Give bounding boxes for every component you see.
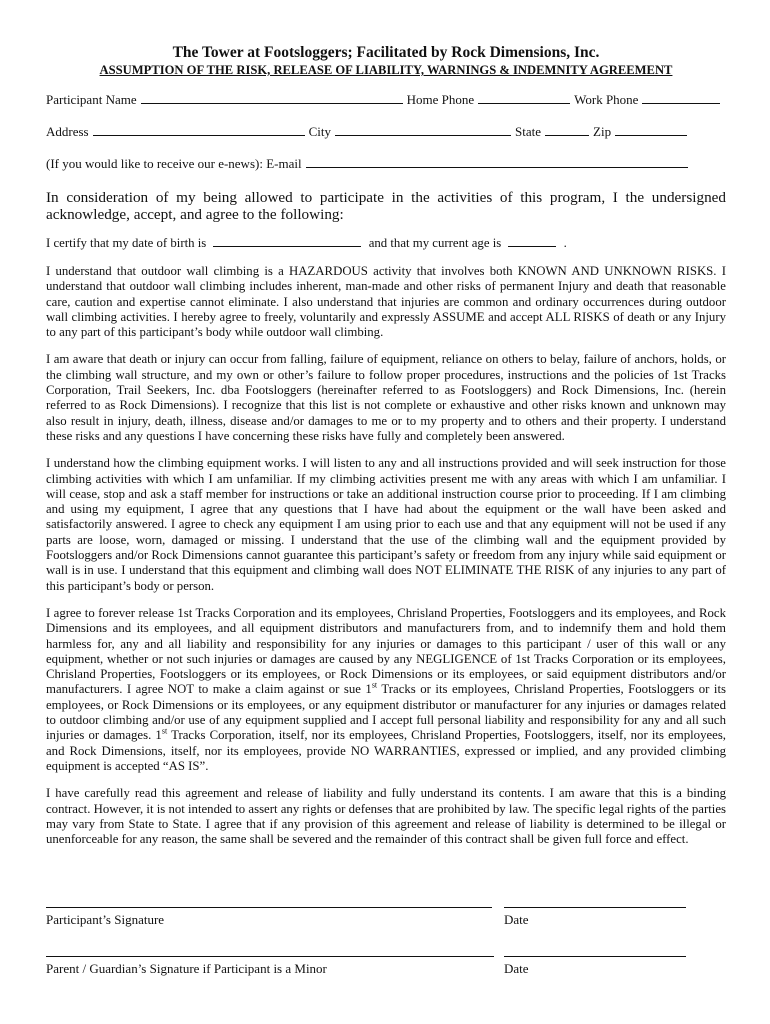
email-field[interactable] — [306, 156, 688, 168]
release-sup2: st — [161, 727, 168, 737]
email-row — [46, 156, 726, 172]
dob-label: I certify that my date of birth is — [46, 236, 207, 250]
home-phone-label: Home Phone — [406, 92, 475, 107]
participant-signature-line[interactable] — [46, 907, 492, 908]
date-line-1[interactable] — [504, 907, 686, 908]
address-field[interactable] — [93, 124, 305, 136]
dob-field[interactable] — [213, 235, 361, 247]
participant-name-field[interactable] — [141, 92, 403, 104]
email-label: (If you would like to receive our e-news): E-mail — [46, 156, 302, 171]
paragraph-awareness-of-risk: I am aware that death or injury can occur from falling, failure of equipment, reliance on others to belay, failure of anchors, holds, or the climbing wall structure, and my own or other’s failure to follow proper procedures, instructions and the policies of 1st Tracks Corporation, Trail Seekers, Inc. dba Footsloggers (hereinafter referred to as Footsloggers) and Rock Dimensions, Inc. (herein referred to as Rock Dimensions). I recognize that this list is not complete or exhaustive and other risks known and unknown may also result in injury, death, illness, disease and/or damages to me or to my property and to others and their property. I understand these risks and any questions I have concerning these risks have fully and completely been answered. — [46, 352, 726, 443]
home-phone-field[interactable] — [478, 92, 570, 104]
city-field[interactable] — [335, 124, 511, 136]
address-label: Address — [46, 124, 89, 139]
dob-row — [46, 235, 726, 251]
age-field[interactable] — [508, 235, 556, 247]
state-field[interactable] — [545, 124, 589, 136]
participant-signature-row — [46, 900, 726, 940]
date-label-1: Date — [504, 912, 529, 927]
guardian-signature-label: Parent / Guardian’s Signature if Participant is a Minor — [46, 961, 327, 976]
address-row — [46, 124, 726, 140]
city-label: City — [308, 124, 332, 139]
guardian-signature-row — [46, 950, 726, 990]
state-label: State — [515, 124, 542, 139]
paragraph-binding-contract: I have carefully read this agreement and release of liability and fully understand its contents. I am aware that this is a binding contract. However, it is not intended to assert any rights or defenses that are prohibited by law. The specific legal rights of the parties may vary from State to State. I agree that if any provision of this agreement and release of liability is determined to be illegal or unenforceable for any reason, the same shall be severed and the remainder of this contract shall be given full force and effect. — [46, 786, 727, 847]
release-sup1: st — [371, 681, 378, 691]
dob-period: . — [563, 236, 567, 250]
paragraph-release — [46, 606, 726, 774]
date-line-2[interactable] — [504, 956, 686, 957]
document-title: The Tower at Footsloggers; Facilitated by Rock Dimensions, Inc. — [172, 44, 600, 61]
work-phone-label: Work Phone — [574, 92, 639, 107]
zip-field[interactable] — [615, 124, 687, 136]
release-text-part3: Tracks Corporation, itself, nor its employees, Chrisland Properties, Footsloggers, itself, nor its employees, and Rock Dimensions, itself, nor its employees, provide NO WARRANTIES, expressed or implied, and any provided climbing equipment is accepted “AS IS”. — [46, 728, 727, 773]
guardian-signature-line[interactable] — [46, 956, 494, 957]
release-text-part1: I agree to forever release 1st Tracks Corporation and its employees, Chrisland Properties, Footsloggers and its employees, and Rock Dimensions and its employees, and all equipment distributors and manufacturers from, and to indemnify them and hold them harmless for, any and all liability and responsibility for any injuries or damages to this participant / user of this wall or any equipment, whether or not such injuries or damages are caused by any NEGLIGENCE of 1st Tracks Corporation or its employees, Chrisland Properties, Footsloggers or its employees, or Rock Dimensions or its employees, or said equipment distributors and/or manufacturers. I agree NOT to make a claim against or sue 1 — [46, 605, 726, 697]
age-label: and that my current age is — [368, 236, 502, 250]
paragraph-equipment: I understand how the climbing equipment works. I will listen to any and all instructions provided and will seek instruction for those climbing activities with which I am unfamiliar. If my climbing activities present me with any areas with which I am unfamiliar. I will cease, stop and ask a staff member for instructions or take an additional instruction course prior to proceeding. If I am climbing and using my equipment, I agree that any questions that I have had about the equipment or the wall have been asked and satisfactorily answered. I agree to check any equipment I am using prior to each use and that any equipment will not be used if any parts are loose, worn, damaged or missing. I understand that the use of the climbing wall and the equipment provided by Footsloggers and/or Rock Dimensions cannot guarantee this participant’s safety or freedom from any injury while said equipment or wall is in use. I understand that this equipment and climbing wall does NOT ELIMINATE THE RISK of any injuries to any part of this participant’s body or person. — [46, 456, 726, 593]
date-label-2: Date — [504, 961, 529, 976]
participant-signature-label: Participant’s Signature — [46, 912, 165, 927]
intro-statement: In consideration of my being allowed to participate in the activities of this program, I the undersigned acknowledge, accept, and agree to the following: — [46, 189, 726, 223]
paragraph-hazardous-activity: I understand that outdoor wall climbing is a HAZARDOUS activity that involves both KNOWN AND UNKNOWN RISKS. I understand that outdoor wall climbing includes inherent, man-made and other risks of permanent Injury and death that reasonable care, caution and expertise cannot eliminate. I also understand that injuries are common and ordinary occurrences during outdoor wall climbing activities. I hereby agree to freely, voluntarily and expressly ASSUME and accept ALL RISKS of death or any Injury to any part of this participant’s body while outdoor wall climbing. — [46, 264, 726, 340]
document-subtitle: ASSUMPTION OF THE RISK, RELEASE OF LIABILITY, WARNINGS & INDEMNITY AGREEMENT — [99, 63, 673, 77]
name-phone-row — [46, 92, 726, 108]
release-text-part2: Tracks or its employees, Chrisland Properties, Footsloggers or its employees, or Rock Dimensions or its employees, or any equipment distributor or manufacturer for any injuries or damages related to outdoor climbing and/or use of any equipment supplied and I accept full personal liability and responsibility for any and all such injuries or damages. 1 — [46, 682, 726, 743]
zip-label: Zip — [593, 124, 612, 139]
work-phone-field[interactable] — [642, 92, 720, 104]
participant-name-label: Participant Name — [46, 92, 137, 107]
